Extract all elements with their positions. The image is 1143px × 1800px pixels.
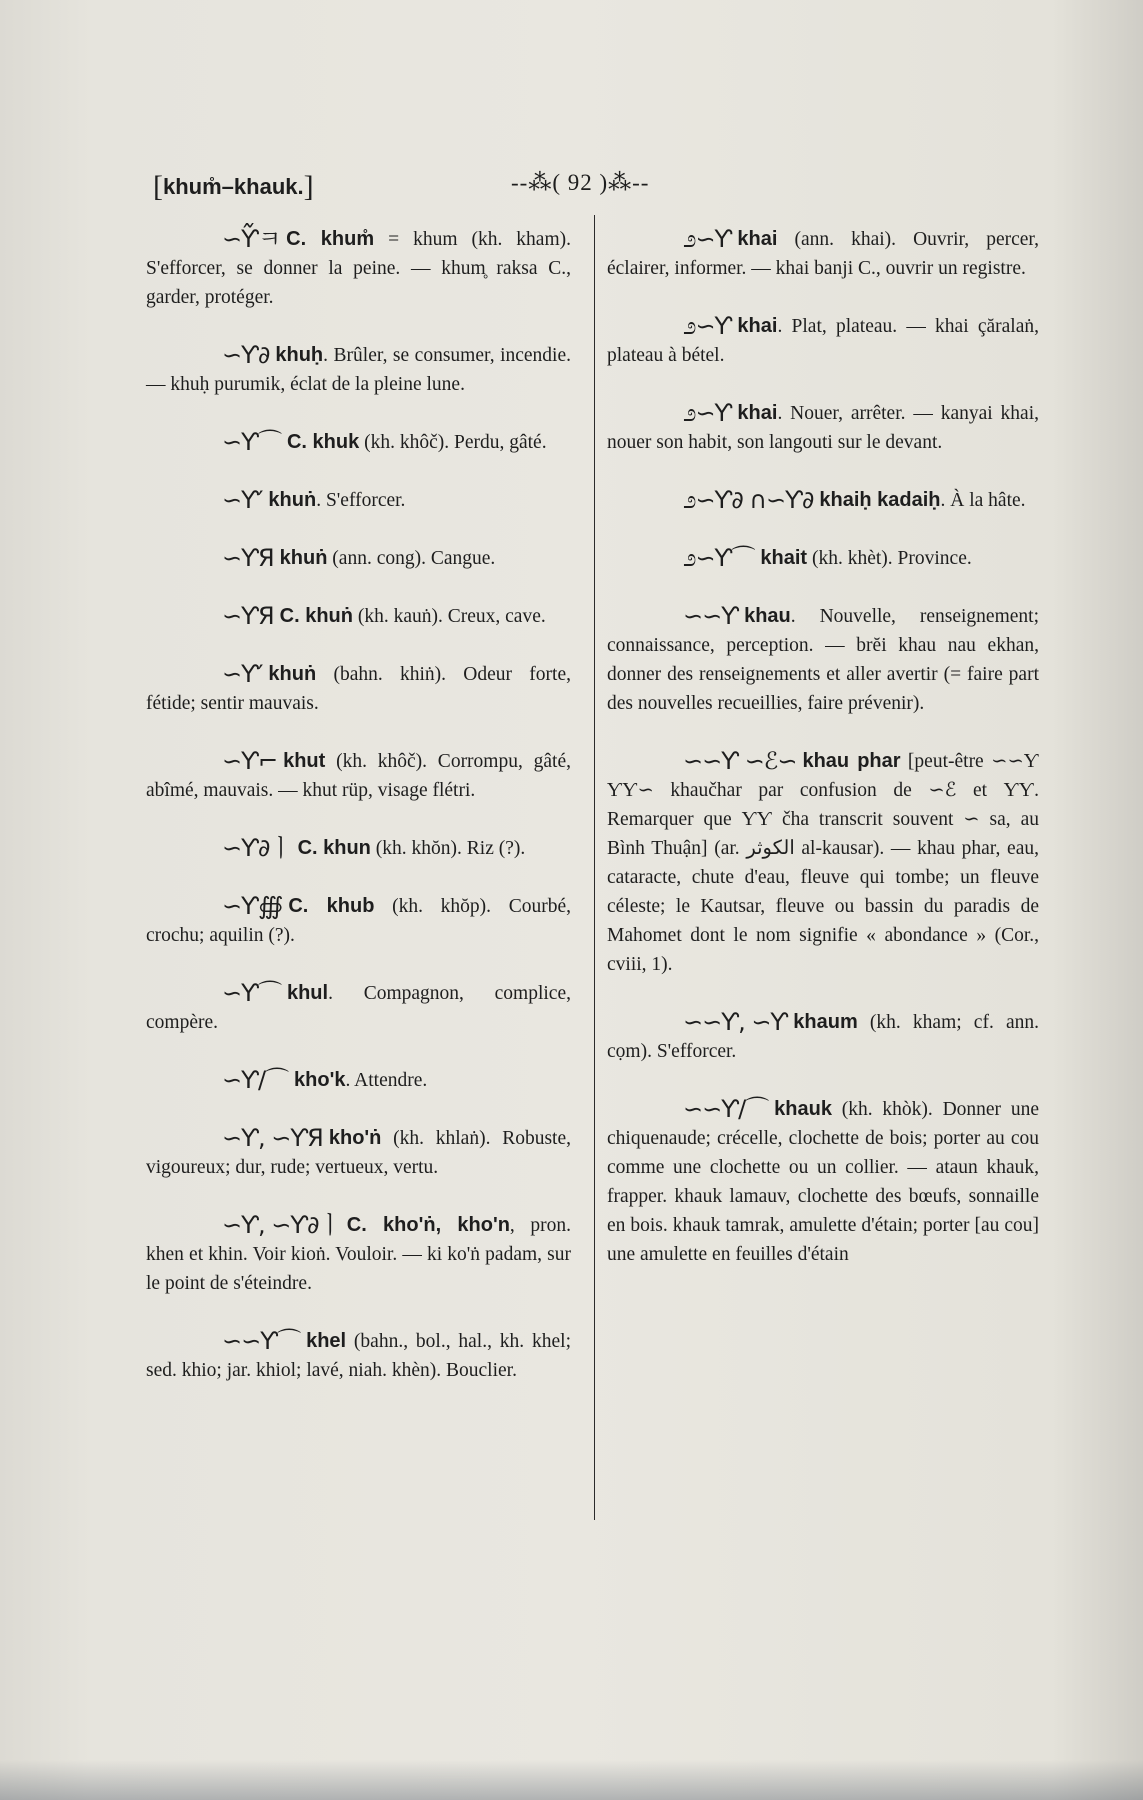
definition: , pron. khen et khin. Voir kioṅ. Vouloir. — ki ko'ṅ padam, sur le point de s'éteindre.	[146, 1215, 571, 1294]
page-number: --⁂( 92 )⁂--	[511, 170, 650, 195]
definition: (kh. khŏn). Riz (?).	[370, 838, 526, 859]
cham-script-glyph: ∽Ƴ′	[222, 660, 263, 688]
cham-script-glyph: ∽Ƴ/⌒	[222, 1066, 289, 1094]
dictionary-entry	[607, 602, 1039, 718]
definition: (ann. khai). Ouvrir, percer, éclairer, informer. — khai banji C., ouvrir un registre.	[607, 229, 1039, 279]
cham-script-glyph: ∽Ƴ∰	[222, 892, 283, 920]
dictionary-entry	[146, 1211, 571, 1298]
definition: = khum (kh. kham). S'efforcer, se donner la peine. — khum̥ raksa C., garder, protéger.	[146, 229, 571, 308]
headword: khau phar	[802, 750, 901, 772]
column-divider	[594, 215, 595, 1520]
dictionary-entry	[146, 979, 571, 1037]
definition: (bahn. khiṅ). Odeur forte, fétide; sentir mauvais.	[146, 664, 571, 714]
definition: (kh. kauṅ). Creux, cave.	[352, 606, 546, 627]
left-column	[146, 225, 571, 1414]
definition: . Brûler, se consumer, incendie. — khuḥ purumik, éclat de la pleine lune.	[146, 345, 571, 395]
headword: khai	[737, 402, 778, 424]
definition: . Attendre.	[345, 1070, 428, 1091]
dictionary-entry	[607, 225, 1039, 283]
definition: (ann. cong). Cangue.	[327, 548, 496, 569]
cham-script-glyph: ∽ƳЯ	[222, 544, 274, 572]
headword: C. khub	[288, 895, 375, 917]
definition: . Nouvelle, renseignement; connaissance, perception. — brĕi khau nau ekhan, donner des renseignements et aller avertir (= faire part des nouvelles recueillies, faire prévenir).	[607, 606, 1039, 714]
cham-script-glyph: ೨∽Ƴ	[683, 399, 732, 427]
headword: C. khuk	[286, 431, 360, 453]
definition: (kh. kham; cf. ann. cọm). S'efforcer.	[607, 1012, 1039, 1062]
definition: . Compagnon, complice, compère.	[146, 983, 571, 1033]
dictionary-entry	[146, 1066, 571, 1095]
dictionary-entry	[146, 834, 571, 863]
headword: kho'ṅ	[328, 1127, 382, 1149]
dictionary-entry	[146, 341, 571, 399]
definition: (bahn., bol., hal., kh. khel; sed. khio; jar. khiol; lavé, niah. khèn). Bouclier.	[146, 1331, 571, 1381]
definition: [peut-être ∽∽Ƴ ƳƳ∽ khaučhar par confusion de ∽ℰ et ƳƳ. Remarquer que ƳƳ čha transcrit souvent ∽ sa, au Bình Thuận] (ar. الكوثر al-kausar). — khau phar, eau, cataracte, chute d'eau, fleuve qui tombe; un fleuve céleste; le Kautsar, fleuve ou bassin du paradis de Mahomet dont le nom signifie « abondance » (Cor., cviii, 1).	[607, 751, 1040, 975]
dictionary-entry	[146, 544, 571, 573]
headword: khuḥ	[275, 344, 324, 366]
running-head-text: khum̊–khauk.	[163, 174, 304, 199]
definition: . À la hâte.	[940, 490, 1026, 511]
cham-script-glyph: ∽ƳЯ	[222, 602, 274, 630]
headword: khauk	[774, 1098, 832, 1120]
headword: khel	[306, 1330, 347, 1352]
cham-script-glyph: ∽∽Ƴ ∽ℰ∽	[683, 747, 797, 775]
dictionary-entry	[146, 747, 571, 805]
headword: khai	[737, 315, 778, 337]
headword: C. khun	[297, 837, 371, 859]
cham-script-glyph: ∽∽Ƴ/⌒	[683, 1095, 769, 1123]
headword: C. kho'ṅ, kho'n	[346, 1214, 510, 1236]
cham-script-glyph: ೨∽Ƴ	[683, 312, 732, 340]
dictionary-entry	[607, 399, 1039, 457]
cham-script-glyph: ∽Ƴ⌐	[222, 747, 278, 775]
cham-script-glyph: ∽Ƴ⌒	[222, 979, 281, 1007]
headword: khuṅ	[268, 489, 317, 511]
right-column	[607, 225, 1039, 1298]
cham-script-glyph: ∽∽Ƴ, ∽Ƴ	[683, 1008, 788, 1036]
page-edge-shadow	[0, 1760, 1143, 1800]
definition: (kh. khŏp). Courbé, crochu; aquilin (?).	[146, 896, 571, 946]
cham-script-glyph: ∽Ƴ᷉ㅋ	[222, 225, 281, 253]
page-header	[153, 168, 1030, 208]
headword: khut	[283, 750, 326, 772]
dictionary-entry	[607, 747, 1039, 979]
dictionary-entry	[607, 1008, 1039, 1066]
cham-script-glyph: ∽Ƴ∂	[222, 341, 270, 369]
dictionary-entry	[607, 486, 1039, 515]
dictionary-entry	[146, 1124, 571, 1182]
cham-script-glyph: ∽Ƴ, ∽Ƴ∂ㅣ	[222, 1211, 341, 1239]
headword: khul	[286, 982, 329, 1004]
definition: (kh. khlaṅ). Robuste, vigoureux; dur, rude; vertueux, vertu.	[146, 1128, 571, 1178]
headword: khai	[737, 228, 778, 250]
definition: (kh. khòk). Donner une chiquenaude; crécelle, clochette de bois; porter au cou comme une clochette ou un collier. — ataun khauk, frapper. khauk lamauv, clochette des bœufs, sonnaille en bois. khauk tamrak, amulette d'étain; porter [au cou] une amulette en feuilles d'étain	[607, 1099, 1039, 1265]
cham-script-glyph: ∽Ƴ′	[222, 486, 263, 514]
dictionary-entry	[607, 544, 1039, 573]
cham-script-glyph: ∽∽Ƴ⌒	[222, 1327, 301, 1355]
cham-script-glyph: ∽Ƴ⌒	[222, 428, 281, 456]
dictionary-entry	[146, 225, 571, 312]
cham-script-glyph: ೨∽Ƴ∂ ∩∽Ƴ∂	[683, 486, 814, 514]
definition: . S'efforcer.	[316, 490, 406, 511]
headword: khaiḥ kadaiḥ	[819, 489, 941, 511]
definition: (kh. khôč). Corrompu, gâté, abîmé, mauvais. — khut rüp, visage flétri.	[146, 751, 571, 801]
dictionary-entry	[146, 486, 571, 515]
definition: (kh. khèt). Province.	[807, 548, 972, 569]
dictionary-entry	[146, 660, 571, 718]
dictionary-entry	[146, 602, 571, 631]
running-head: [khum̊–khauk.]	[153, 170, 314, 203]
definition: . Nouer, arrêter. — kanyai khai, nouer son habit, son langouti sur le devant.	[607, 403, 1039, 453]
cham-script-glyph: ೨∽Ƴ	[683, 225, 732, 253]
cham-script-glyph: ೨∽Ƴ⌒	[683, 544, 755, 572]
dictionary-entry	[146, 892, 571, 950]
cham-script-glyph: ∽Ƴ, ∽ƳЯ	[222, 1124, 323, 1152]
headword: C. khuṅ	[279, 605, 353, 627]
headword: kho'k	[294, 1069, 346, 1091]
definition: . Plat, plateau. — khai çăralaṅ, plateau à bétel.	[607, 316, 1039, 366]
headword: khuṅ	[279, 547, 328, 569]
definition: (kh. khôč). Perdu, gâté.	[359, 432, 547, 453]
dictionary-entry	[146, 1327, 571, 1385]
headword: C. khum̊	[286, 228, 375, 250]
headword: khaum	[793, 1011, 858, 1033]
cham-script-glyph: ∽Ƴ∂ㅣ	[222, 834, 292, 862]
cham-script-glyph: ∽∽Ƴ	[683, 602, 739, 630]
headword: khau	[744, 605, 791, 627]
headword: khuṅ	[268, 663, 317, 685]
dictionary-entry	[607, 312, 1039, 370]
dictionary-entry	[607, 1095, 1039, 1269]
headword: khait	[760, 547, 808, 569]
dictionary-entry	[146, 428, 571, 457]
